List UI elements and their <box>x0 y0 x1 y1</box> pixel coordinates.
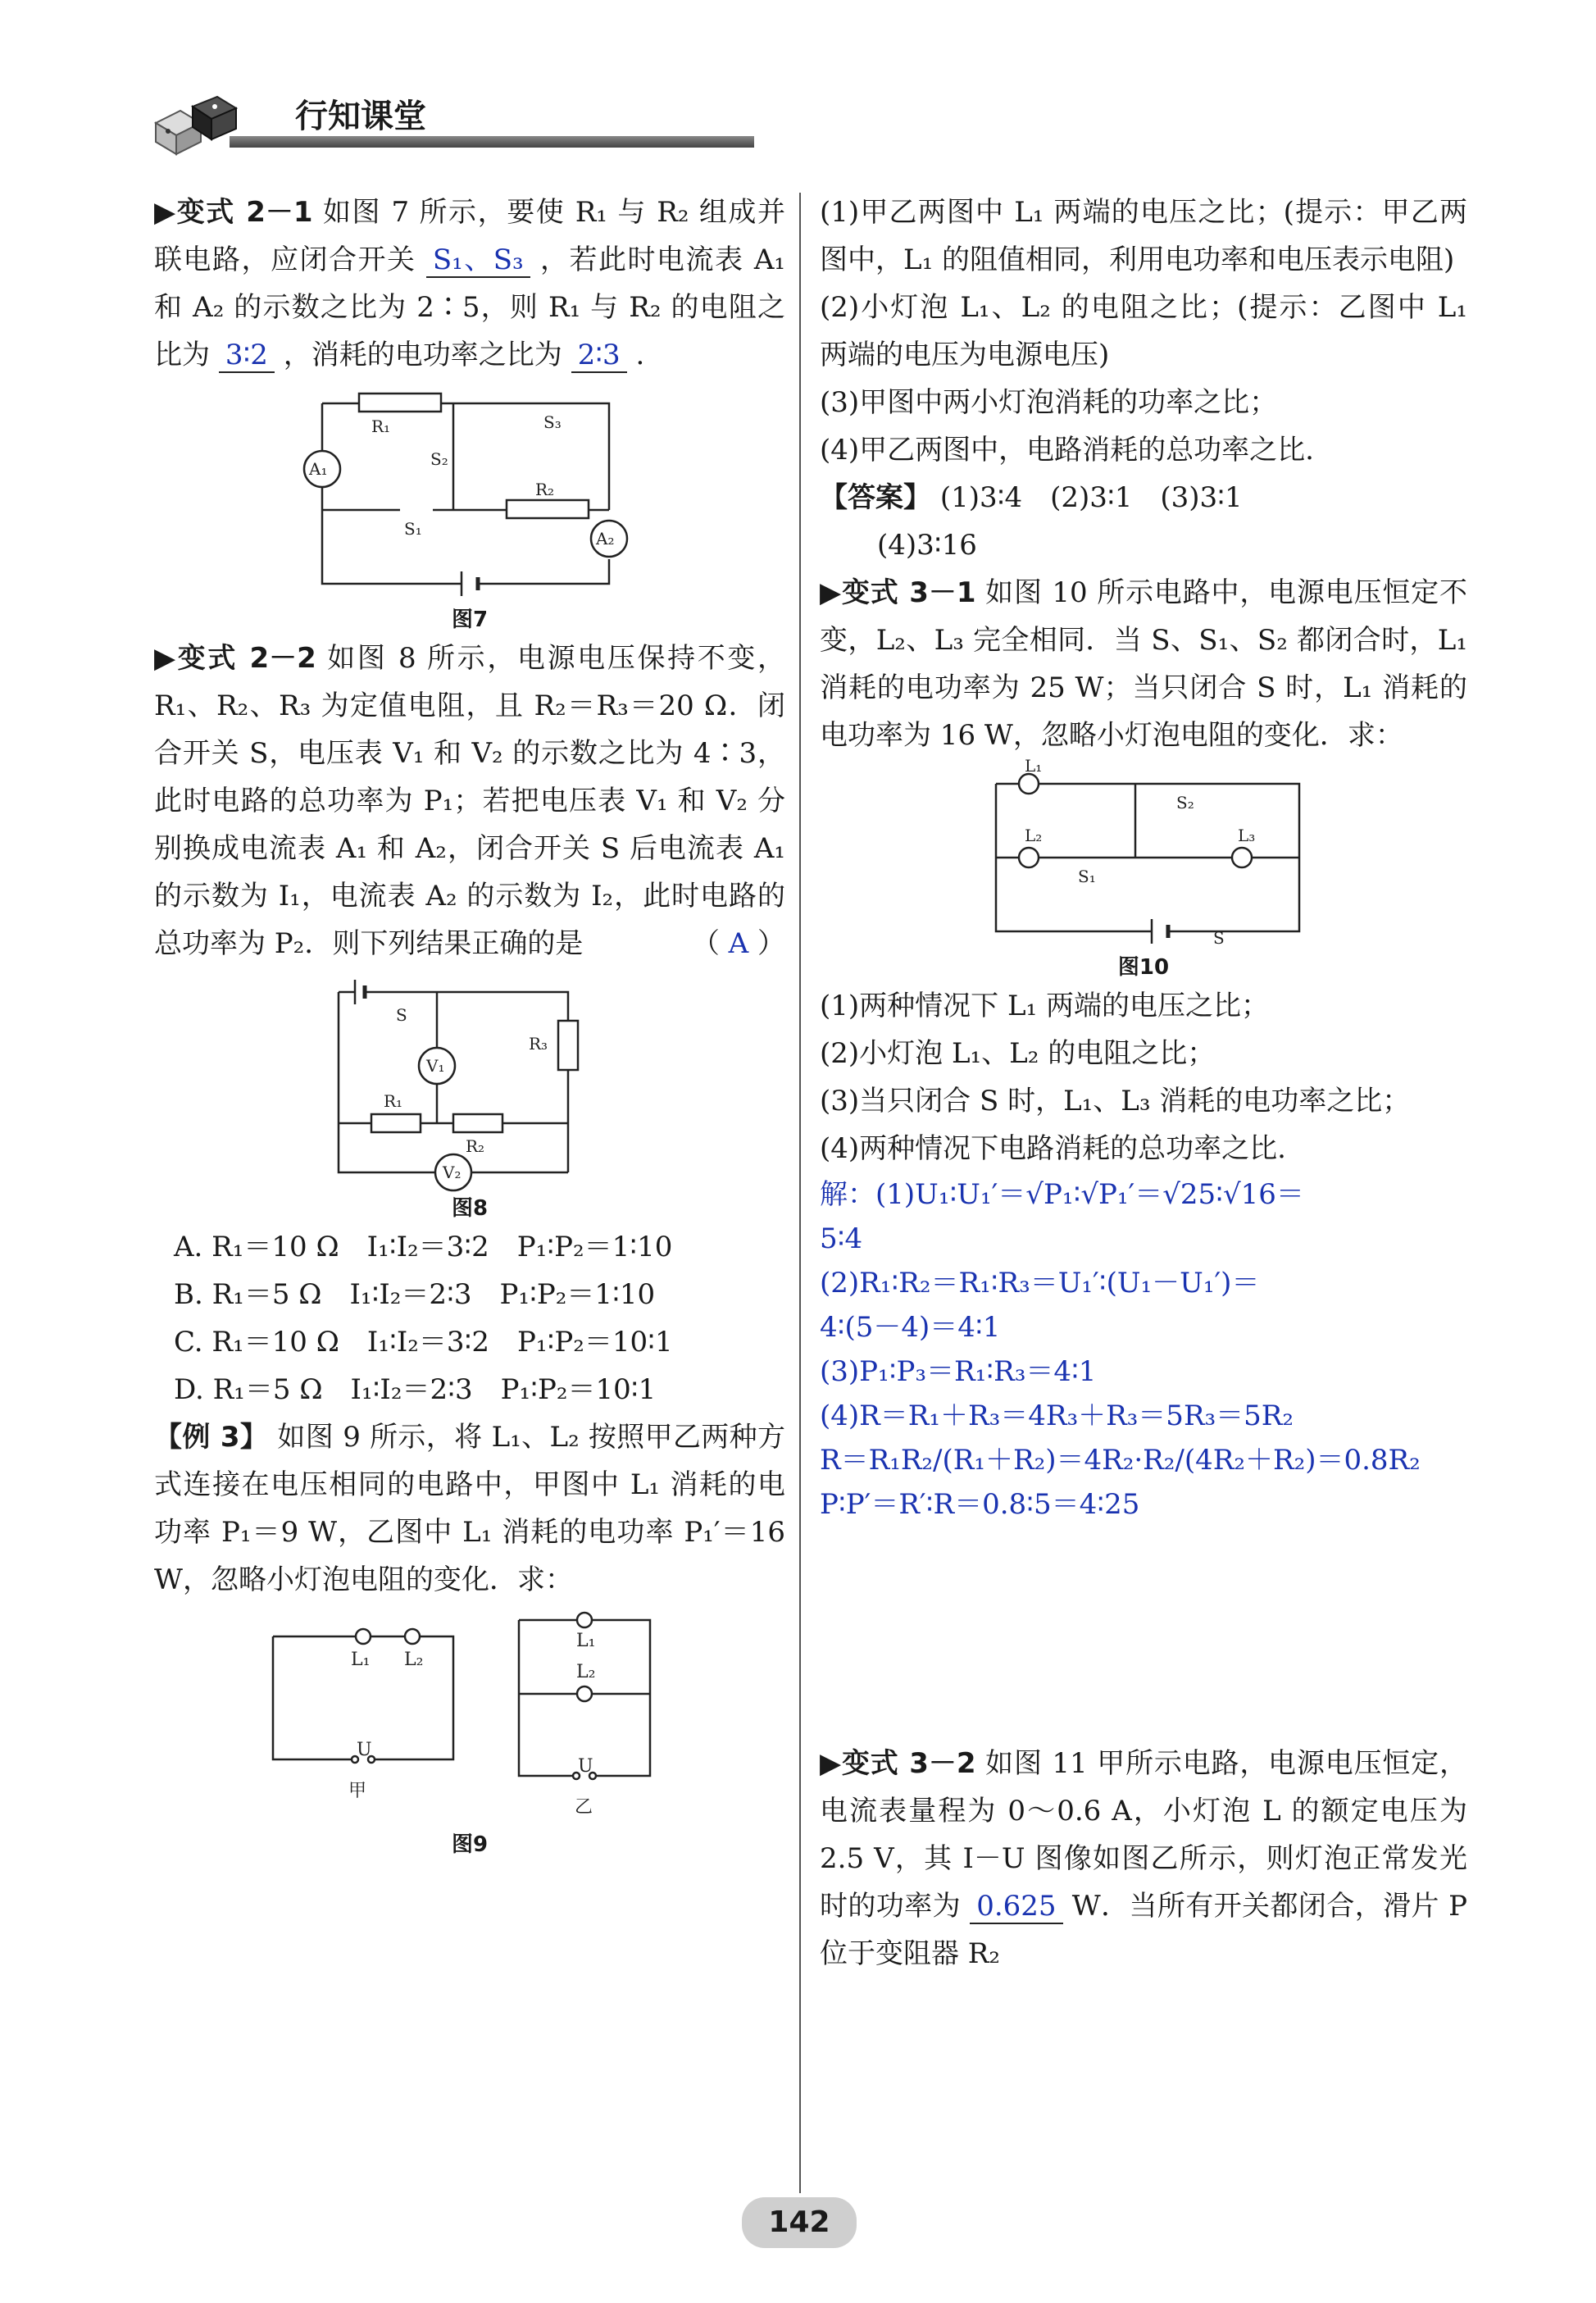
fig8-r3-label: R₃ <box>529 1034 548 1054</box>
left-column <box>154 189 785 1859</box>
figure-9-circuits <box>257 1612 683 1825</box>
fig9-jia-label: 甲 <box>348 1781 367 1801</box>
fig9a-l2-label: L₂ <box>404 1650 424 1670</box>
ex3-answer <box>820 474 1467 521</box>
variant-2-2-text: 如图 8 所示，电源电压保持不变，R₁、R₂、R₃ 为定值电阻，且 R₂＝R₃＝20 Ω．闭合开关 S，电压表 V₁ 和 V₂ 的示数之比为 4∶3，此时电路的总功率为 P₁；若把电压表 V₁ 和 V₂ 分别换成电流表 A₁ 和 A₂，闭合开关 S 后电流表 A₁ 的示数为 I₁，电流表 A₂ 的示数为 I₂，此时电路的总功率为 P₂．则下列结果正确的是 <box>154 642 785 960</box>
ex3-question-2: (2)小灯泡 L₁、L₂ 的电阻之比；(提示：乙图中 L₁ 两端的电压为电源电压) <box>820 291 1467 371</box>
variant-2-1-text-c: ，消耗的电功率之比为 <box>283 339 562 371</box>
fig7-s2-label: S₂ <box>430 449 448 469</box>
choice-options <box>154 1223 785 1413</box>
solution-line-5: (3)P₁∶P₃＝R₁∶R₃＝4∶1 <box>820 1355 1097 1388</box>
ex3-answer-line2: (4)3∶16 <box>877 529 977 562</box>
fig7-s3-label: S₃ <box>543 412 562 432</box>
page-title: 行知课堂 <box>295 98 426 135</box>
choice-bracket: （ A ） <box>691 927 785 960</box>
option-d: D. R₁＝5 Ω I₁∶I₂＝2∶3 P₁∶P₂＝10∶1 <box>174 1373 657 1406</box>
v31-question-3: (3)当只闭合 S 时，L₁、L₃ 消耗的电功率之比； <box>820 1085 1411 1117</box>
solution-line-2: 5∶4 <box>820 1222 863 1255</box>
fig10-s1-label: S₁ <box>1078 867 1096 886</box>
example-3-label: 【例 3】 <box>154 1421 269 1454</box>
option-b: B. R₁＝5 Ω I₁∶I₂＝2∶3 P₁∶P₂＝1∶10 <box>174 1278 656 1311</box>
answer-lamp-power: 0.625 <box>970 1890 1062 1924</box>
fig8-r1-label: R₁ <box>384 1091 403 1111</box>
fig9b-l1-label: L₁ <box>576 1631 596 1651</box>
fig10-s2-label: S₂ <box>1176 793 1194 812</box>
fig7-a1-label: A₁ <box>309 459 328 479</box>
v31-question-2: (2)小灯泡 L₁、L₂ 的电阻之比； <box>820 1037 1216 1070</box>
fig8-v1-label: V₁ <box>426 1056 445 1076</box>
variant-2-2 <box>154 635 785 967</box>
fig8-r2-label: R₂ <box>466 1136 485 1156</box>
figure-7-caption: 图7 <box>451 608 489 632</box>
variant-3-2-text-b: W．当所有开关都闭合，滑片 P 位于变阻器 R₂ <box>820 1890 1468 1970</box>
ex3-question-3: (3)甲图中两小灯泡消耗的功率之比； <box>820 386 1278 419</box>
fig9-yi-label: 乙 <box>575 1797 593 1818</box>
variant-2-1-label: ▶变式 2－1 <box>154 196 313 229</box>
solution-line-6: (4)R＝R₁＋R₃＝4R₃＋R₃＝5R₃＝5R₂ <box>820 1400 1294 1432</box>
blank-space <box>820 1527 1467 1740</box>
fig7-a2-label: A₂ <box>596 529 615 548</box>
ex3-question-4: (4)甲乙两图中，电路消耗的总功率之比. <box>820 434 1314 467</box>
fig9a-l1-label: L₁ <box>351 1650 371 1670</box>
variant-3-1-label: ▶变式 3－1 <box>820 576 976 609</box>
solution-line-7: R＝R₁R₂/(R₁＋R₂)＝4R₂·R₂/(4R₂＋R₂)＝0.8R₂ <box>820 1444 1421 1477</box>
header-bar <box>230 136 754 148</box>
variant-3-2-label: ▶变式 3－2 <box>820 1747 976 1780</box>
variant-3-1 <box>820 569 1467 759</box>
fig10-s-label: S <box>1213 928 1225 948</box>
variant-2-1-text-b: ，若此时电流表 A₁ 和 A₂ 的示数之比为 2∶5，则 R₁ 与 R₂ 的电阻之比为 <box>154 243 786 371</box>
solution-block <box>820 1172 1467 1527</box>
fig8-s-label: S <box>396 1005 407 1025</box>
fig9a-u-label: U <box>357 1740 372 1760</box>
solution-line-1: 解：(1)U₁∶U₁′＝√P₁∶√P₁′＝√25∶√16＝ <box>820 1178 1304 1211</box>
fig7-s1-label: S₁ <box>404 519 422 539</box>
fig10-l3-label: L₃ <box>1238 826 1256 845</box>
figure-7-circuit <box>281 387 658 600</box>
fig9b-u-label: U <box>578 1756 593 1777</box>
answer-switches: S₁、S₃ <box>426 243 530 278</box>
right-column <box>820 189 1467 1978</box>
solution-line-4: 4∶(5－4)＝4∶1 <box>820 1311 1001 1344</box>
figure-10-caption: 图10 <box>1117 955 1170 980</box>
ex3-answer-label: 【答案】 <box>820 481 931 514</box>
solution-line-8: P∶P′＝R′∶R＝0.8∶5＝4∶25 <box>820 1488 1140 1521</box>
ex3-question-1: (1)甲乙两图中 L₁ 两端的电压之比；(提示：甲乙两图中，L₁ 的阻值相同，利用电功率和电压表示电阻) <box>820 196 1467 276</box>
v31-question-1: (1)两种情况下 L₁ 两端的电压之比； <box>820 990 1269 1022</box>
variant-2-2-label: ▶变式 2－2 <box>154 642 316 675</box>
figure-9-caption: 图9 <box>451 1832 489 1857</box>
variant-2-1 <box>154 189 785 379</box>
fig10-l1-label: L₁ <box>1025 756 1043 776</box>
solution-line-3: (2)R₁∶R₂＝R₁∶R₃＝U₁′∶(U₁－U₁′)＝ <box>820 1267 1260 1299</box>
option-a: A. R₁＝10 Ω I₁∶I₂＝3∶2 P₁∶P₂＝1∶10 <box>174 1231 673 1263</box>
option-c: C. R₁＝10 Ω I₁∶I₂＝3∶2 P₁∶P₂＝10∶1 <box>174 1326 673 1359</box>
v31-question-4: (4)两种情况下电路消耗的总功率之比. <box>820 1132 1286 1165</box>
variant-3-2 <box>820 1740 1467 1978</box>
figure-10-circuit <box>980 756 1307 948</box>
ex3-answer-line1: (1)3∶4 (2)3∶1 (3)3∶1 <box>939 481 1243 514</box>
answer-power-ratio: 2∶3 <box>571 339 627 373</box>
variant-3-2-text-a: 如图 11 甲所示电路，电源电压恒定，电流表量程为 0～0.6 A，小灯泡 L 的额定电压为 2.5 V，其 I－U 图像如图乙所示，则灯泡正常发光时的功率为 <box>820 1747 1467 1923</box>
fig8-v2-label: V₂ <box>443 1163 462 1182</box>
example-3-text: 如图 9 所示，将 L₁、L₂ 按照甲乙两种方式连接在电压相同的电路中，甲图中 L₁ 消耗的电功率 P₁＝9 W，乙图中 L₁ 消耗的电功率 P₁′＝16 W，忽略小灯泡电阻的变化．求： <box>154 1421 786 1596</box>
page-number: 142 <box>742 2197 857 2248</box>
variant-2-1-text-d: . <box>635 339 645 371</box>
answer-resistance-ratio: 3∶2 <box>219 339 275 373</box>
figure-8-circuit <box>306 976 634 1189</box>
answer-choice: A <box>728 927 749 960</box>
variant-3-1-text: 如图 10 所示电路中，电源电压恒定不变，L₂、L₃ 完全相同．当 S、S₁、S₂ 都闭合时，L₁ 消耗的电功率为 25 W；当只闭合 S 时，L₁ 消耗的电功率为 16 W，忽略小灯泡电阻的变化．求： <box>820 576 1467 752</box>
fig7-r1-label: R₁ <box>371 416 391 436</box>
column-divider <box>799 193 801 2193</box>
example-3 <box>154 1413 785 1604</box>
fig7-r2-label: R₂ <box>535 480 555 499</box>
fig9b-l2-label: L₂ <box>576 1662 596 1682</box>
variant-2-1-text-a: 如图 7 所示，要使 R₁ 与 R₂ 组成并联电路，应闭合开关 <box>154 196 785 276</box>
page-header <box>148 82 607 156</box>
fig10-l2-label: L₂ <box>1025 826 1043 845</box>
figure-8-caption: 图8 <box>451 1196 489 1221</box>
